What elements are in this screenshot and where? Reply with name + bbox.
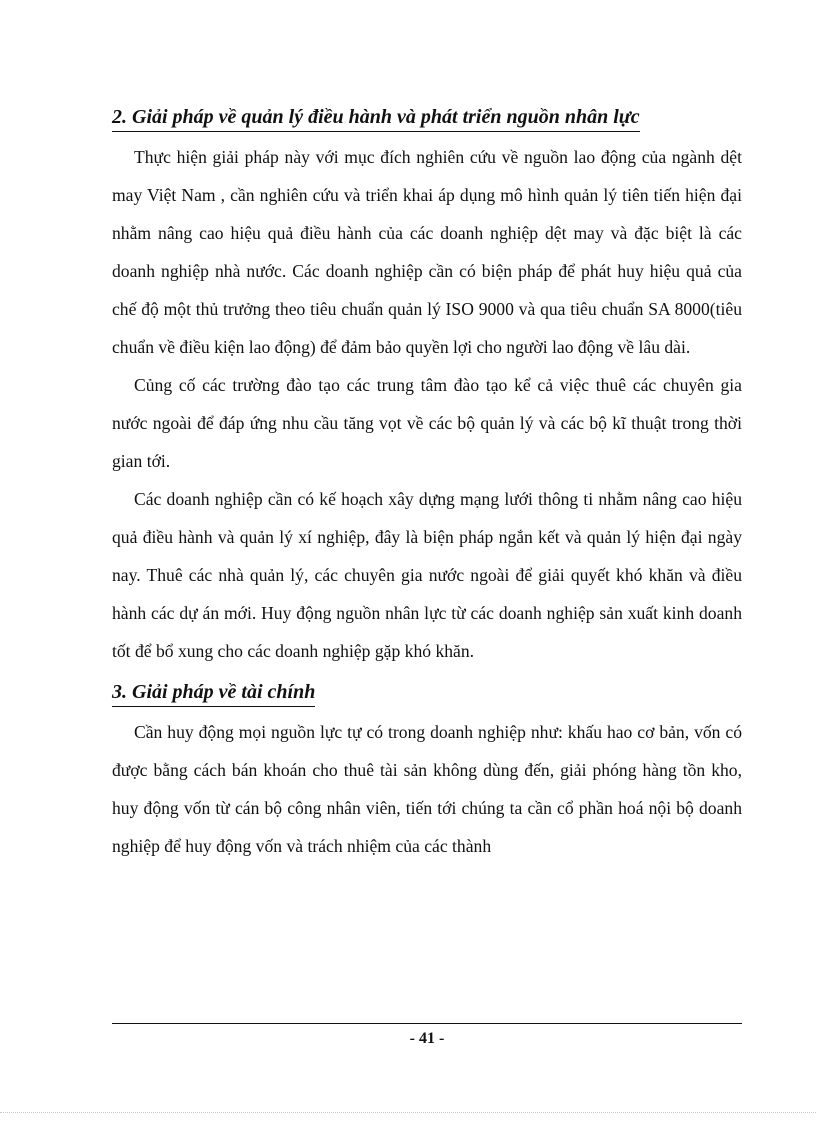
section-3 xyxy=(112,670,742,713)
section-2-paragraph-3: Các doanh nghiệp cần có kế hoạch xây dựng mạng lưới thông ti nhằm nâng cao hiệu quả điều hành và quản lý xí nghiệp, đây là biện pháp ngắn kết và quản lý hiện đại ngày nay. Thuê các nhà quản lý, các chuyên gia nước ngoài để giải quyết khó khăn và điều hành các dự án mới. Huy động nguồn nhân lực từ các doanh nghiệp sản xuất kinh doanh tốt để bổ xung cho các doanh nghiệp gặp khó khăn. xyxy=(112,489,742,661)
footer-divider xyxy=(112,1023,742,1024)
section-2-paragraph-2: Củng cố các trường đào tạo các trung tâm đào tạo kể cả việc thuê các chuyên gia nước ngoài để đáp ứng nhu cầu tăng vọt về các bộ quản lý và các bộ kĩ thuật trong thời gian tới. xyxy=(112,375,742,471)
document-page xyxy=(112,95,742,865)
page-number: - 41 - xyxy=(409,1030,445,1047)
section-2-heading: 2. Giải pháp về quản lý điều hành và phát triển nguồn nhân lực xyxy=(112,103,640,132)
section-3-paragraph-1: Cần huy động mọi nguồn lực tự có trong doanh nghiệp như: khấu hao cơ bản, vốn có được bằng cách bán khoán cho thuê tài sản không dùng đến, giải phóng hàng tồn kho, huy động vốn từ cán bộ công nhân viên, tiến tới chúng ta cần cổ phần hoá nội bộ doanh nghiệp để huy động vốn và trách nhiệm của các thành xyxy=(112,722,742,856)
section-3-heading: 3. Giải pháp về tài chính xyxy=(112,678,315,707)
section-2 xyxy=(112,95,742,138)
section-2-paragraph-1: Thực hiện giải pháp này với mục đích nghiên cứu về nguồn lao động của ngành dệt may Việt Nam , cần nghiên cứu và triển khai áp dụng mô hình quản lý tiên tiến hiện đại nhằm nâng cao hiệu quả điều hành của các doanh nghiệp dệt may và đặc biệt là các doanh nghiệp nhà nước. Các doanh nghiệp cần có biện pháp để phát huy hiệu quả của chế độ một thủ trưởng theo tiêu chuẩn quản lý ISO 9000 và qua tiêu chuẩn SA 8000(tiêu chuẩn về điều kiện lao động) để đảm bảo quyền lợi cho người lao động về lâu dài. xyxy=(112,147,742,357)
page-bottom-border xyxy=(0,1112,816,1113)
